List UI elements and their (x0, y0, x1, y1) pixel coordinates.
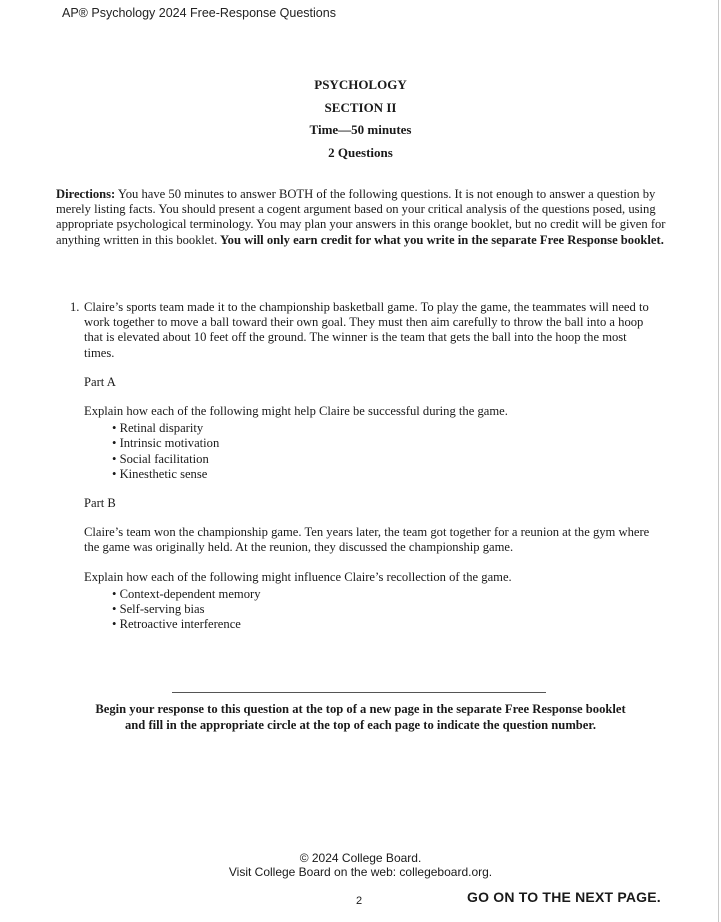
part-a-prompt: Explain how each of the following might help Claire be successful during the game. (84, 404, 508, 419)
page-number: 2 (356, 895, 363, 907)
list-item: • Retinal disparity (112, 421, 650, 436)
part-b-prompt: Explain how each of the following might influence Claire’s recollection of the game. (84, 569, 512, 584)
section-title: SECTION II (324, 99, 397, 115)
list-item: • Intrinsic motivation (112, 436, 650, 451)
directions-body: You have 50 minutes to answer BOTH of the following questions. It is not enough to answer a question by merely listing facts. You should present a cogent argument based on your critical analysis of the questions posed, using appropriate psychological terminology. You may plan your answers in this orange booklet, but no credit will be given for anything written in this booklet. (56, 187, 666, 247)
part-b-label: Part B (84, 496, 116, 511)
question-intro: Claire’s sports team made it to the championship basketball game. To play the game, the teammates will need to work together to move a ball toward their own goal. They must then aim carefully to throw the ball into a hoop that is elevated about 10 feet off the ground. The winner is the team that gets the ball into the hoop the most times. (84, 300, 649, 360)
section-title-block (0, 74, 721, 164)
question-number: 1. (70, 300, 80, 314)
list-item: • Retroactive interference (112, 617, 650, 632)
go-on-notice: GO ON TO THE NEXT PAGE. (467, 889, 661, 905)
begin-instruction-line-1: Begin your response to this question at the top of a new page in the separate Free Response booklet (95, 702, 626, 716)
directions-credit-note: You will only earn credit for what you write in the separate Free Response booklet. (217, 232, 664, 247)
divider-rule (172, 692, 546, 693)
begin-response-instruction (0, 702, 721, 733)
page-footer (0, 851, 721, 879)
page-header: AP® Psychology 2024 Free-Response Questions (62, 6, 336, 20)
question-count: 2 Questions (328, 144, 393, 160)
question-body (84, 300, 650, 632)
time-limit: Time—50 minutes (309, 122, 412, 137)
list-item: • Kinesthetic sense (112, 467, 650, 482)
list-item: • Social facilitation (112, 452, 650, 467)
part-a-list (84, 421, 650, 482)
begin-instruction-line-2: and fill in the appropriate circle at the top of each page to indicate the question number. (125, 717, 596, 732)
copyright-notice: © 2024 College Board. (299, 851, 422, 865)
list-item: • Self-serving bias (112, 602, 650, 617)
directions-label: Directions: (56, 187, 116, 201)
website-notice: Visit College Board on the web: collegeboard.org. (228, 865, 493, 879)
part-b-list (84, 587, 650, 633)
part-a-label: Part A (84, 374, 116, 389)
part-b-scenario: Claire’s team won the championship game. Ten years later, the team got together for a reunion at the gym where the game was originally held. At the reunion, they discussed the championship game. (84, 525, 650, 555)
question-1 (70, 300, 650, 646)
directions-paragraph (56, 187, 666, 248)
subject-title: PSYCHOLOGY (314, 77, 407, 92)
list-item: • Context-dependent memory (112, 587, 650, 602)
